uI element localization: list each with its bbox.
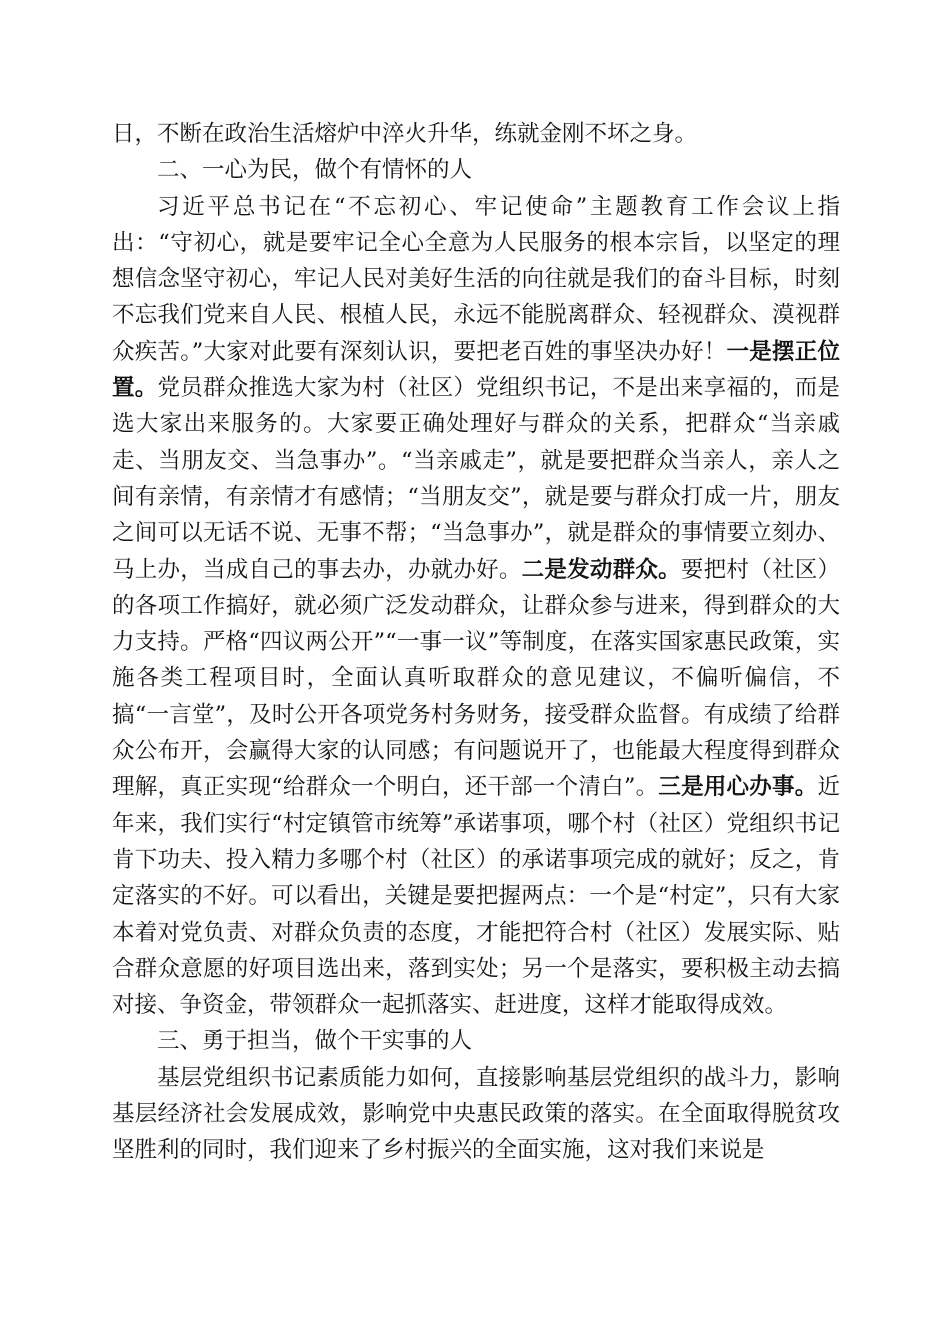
point-2-title: 二是发动群众。 (521, 556, 681, 583)
point-3-title: 三是用心办事。 (658, 774, 818, 801)
section-heading-3: 三、勇于担当，做个干实事的人 (157, 1028, 473, 1055)
point-1-text: 党员群众推选大家为村（社区）党组织书记，不是出来享福的，而是选大家出来服务的。大家要正确处理好与群众的关系，把群众“当亲戚走、当朋友交、当急事办”。“当亲戚走”，就是要把群众当亲人，亲人之间有亲情，有亲情才有感情；“当朋友交”，就是要与群众打成一片，朋友之间可以无话不说、无事不帮；“当急事办”，就是群众的事情要立刻办、马上办，当成自己的事去办，办就办好。 (112, 375, 840, 583)
paragraph-take-responsibility: 基层党组织书记素质能力如何，直接影响基层党组织的战斗力，影响基层经济社会发展成效，影响党中央惠民政策的落实。在全面取得脱贫攻坚胜利的同时，我们迎来了乡村振兴的全面实施，这对我们来说是 (112, 1064, 840, 1164)
paragraph-intro: 习近平总书记在“不忘初心、牢记使命”主题教育工作会议上指出：“守初心，就是要牢记全心全意为人民服务的根本宗旨，以坚定的理想信念坚守初心，牢记人民对美好生活的向往就是我们的奋斗目标，时刻不忘我们党来自人民、根植人民，永远不能脱离群众、轻视群众、漠视群众疾苦。”大家对此要有深刻认识，要把老百姓的事坚决办好！ (112, 193, 840, 365)
paragraph-continuation: 日，不断在政治生活熔炉中淬火升华，练就金刚不坏之身。 (112, 121, 698, 147)
document-page (112, 116, 840, 1169)
paragraph-serve-the-people (112, 189, 840, 1024)
point-1-title: 一是摆正位置。 (112, 338, 840, 402)
point-3-text: 近年来，我们实行“村定镇管市统筹”承诺事项，哪个村（社区）党组织书记肯下功夫、投入精力多哪个村（社区）的承诺事项完成的就好；反之，肯定落实的不好。可以看出，关键是要把握两点：一个是“村定”，只有大家本着对党负责、对群众负责的态度，才能把符合村（社区）发展实际、贴合群众意愿的好项目选出来，落到实处；另一个是落实，要积极主动去搞对接、争资金，带领群众一起抓落实、赶进度，这样才能取得成效。 (112, 774, 840, 1019)
section-heading-2: 二、一心为民，做个有情怀的人 (157, 157, 473, 184)
point-2-text: 要把村（社区）的各项工作搞好，就必须广泛发动群众，让群众参与进来，得到群众的大力支持。严格“四议两公开”“一事一议”等制度，在落实国家惠民政策，实施各类工程项目时，全面认真听取群众的意见建议，不偏听偏信，不搞“一言堂”，及时公开各项党务村务财务，接受群众监督。有成绩了给群众公布开，会赢得大家的认同感；有问题说开了，也能最大程度得到群众理解，真正实现“给群众一个明白，还干部一个清白”。 (112, 556, 840, 801)
